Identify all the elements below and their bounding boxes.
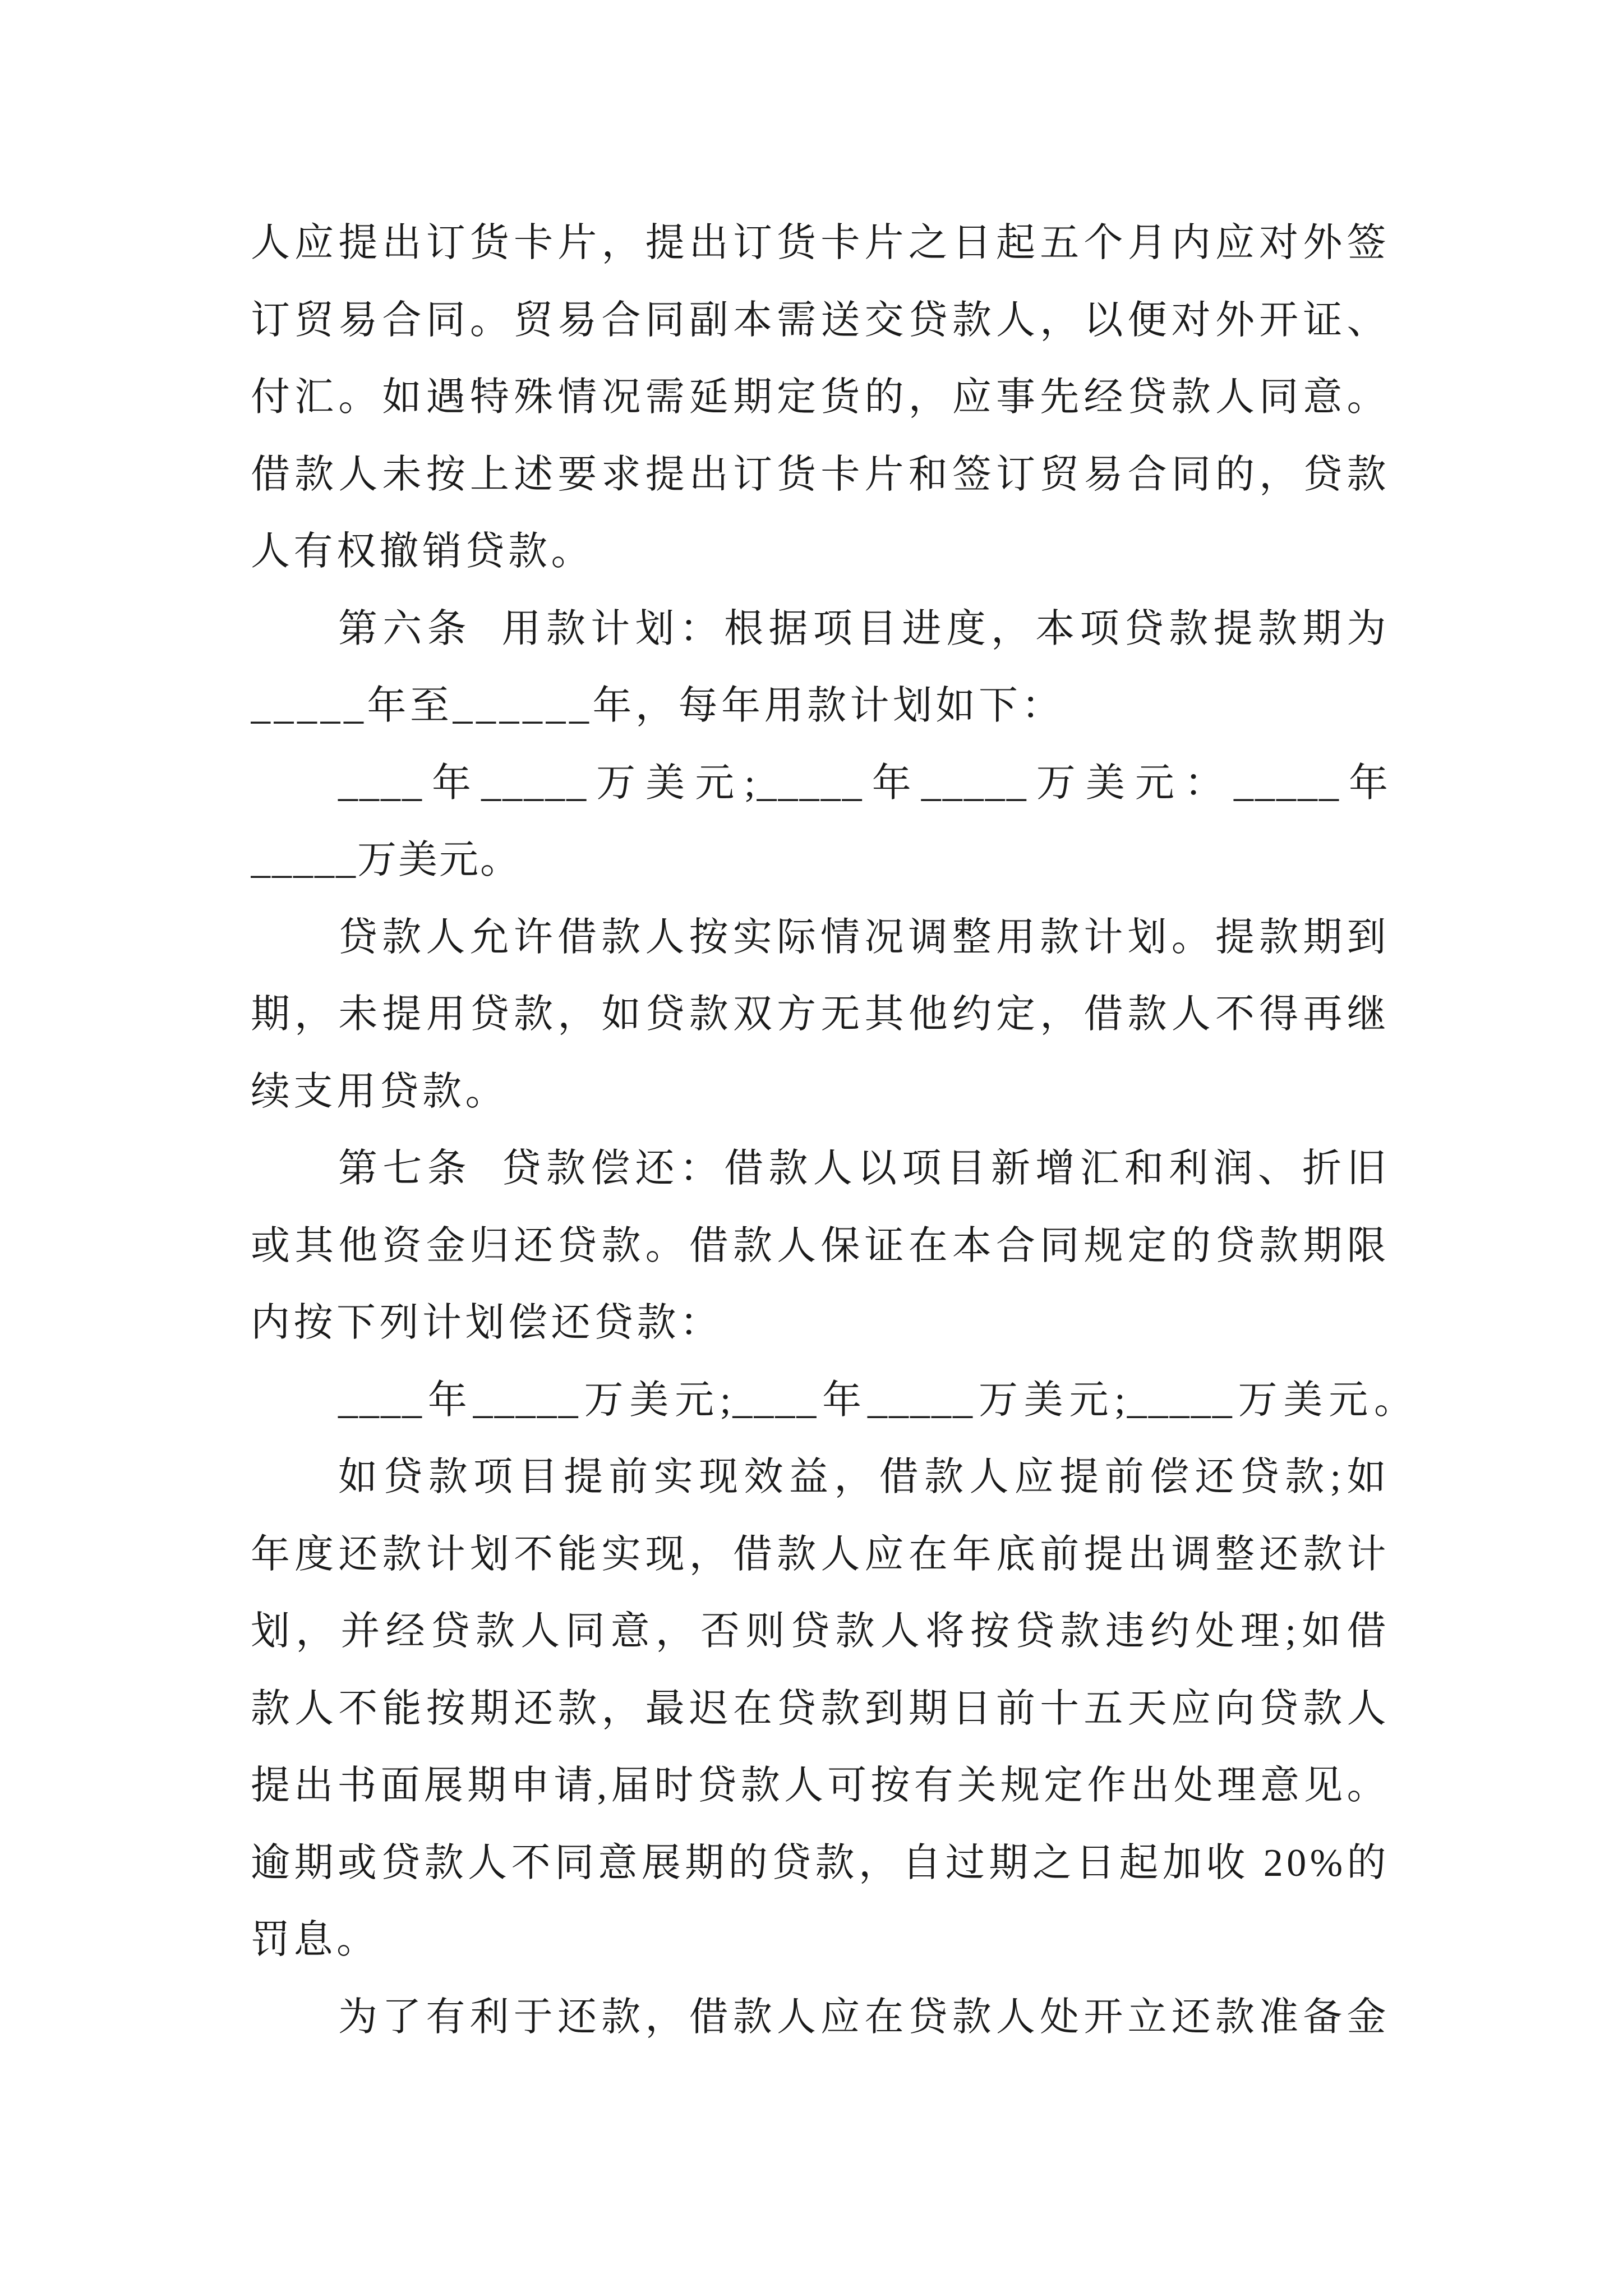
text-line: 为了有利于还款，借款人应在贷款人处开立还款准备金 [338, 1995, 1390, 2039]
paragraph-drawdown-schedule [251, 745, 1390, 899]
text-line: 付汇。如遇特殊情况需延期定货的，应事先经贷款人同意。 [251, 376, 1390, 419]
article-heading-line: 第六条 用款计划：根据项目进度，本项贷款提款期为 [338, 607, 1390, 651]
paragraph-repayment-reserve [251, 1979, 1390, 2056]
text-line: 人应提出订货卡片，提出订货卡片之日起五个月内应对外签 [251, 222, 1390, 265]
text-line: 逾期或贷款人不同意展期的贷款，自过期之日起加收 20%的 [251, 1841, 1390, 1885]
paragraph-article-6 [251, 591, 1390, 745]
text-line: 续支用贷款。 [251, 1070, 508, 1114]
text-line: 年度还款计划不能实现，借款人应在年底前提出调整还款计 [251, 1533, 1390, 1576]
article-heading-line: 第七条 贷款偿还：借款人以项目新增汇和利润、折旧 [338, 1147, 1390, 1190]
text-line: 如贷款项目提前实现效益，借款人应提前偿还贷款;如 [338, 1456, 1390, 1499]
paragraph-article-7 [251, 1130, 1390, 1362]
text-line: _____年至______年，每年用款计划如下： [251, 684, 1064, 728]
text-line: 期，未提用贷款，如贷款双方无其他约定，借款人不得再继 [251, 993, 1390, 1036]
paragraph-repayment-schedule [251, 1362, 1415, 1439]
paragraph-early-repayment [251, 1439, 1390, 1979]
document-body [251, 205, 1415, 2056]
paragraph-order-card-requirement [251, 205, 1390, 591]
text-line: 或其他资金归还贷款。借款人保证在本合同规定的贷款期限 [251, 1224, 1390, 1268]
text-line: 款人不能按期还款，最迟在贷款到期日前十五天应向贷款人 [251, 1687, 1390, 1731]
text-line: 人有权撤销贷款。 [251, 530, 594, 573]
blank-schedule-line: _____万美元。 [251, 839, 521, 882]
text-line: 内按下列计划偿还贷款： [251, 1301, 723, 1345]
text-line: 提出书面展期申请,届时贷款人可按有关规定作出处理意见。 [251, 1764, 1390, 1807]
text-line: 贷款人允许借款人按实际情况调整用款计划。提款期到 [338, 915, 1390, 959]
text-line: 借款人未按上述要求提出订货卡片和签订贸易合同的，贷款 [251, 453, 1390, 496]
text-line: 订贸易合同。贸易合同副本需送交贷款人，以便对外开证、 [251, 298, 1390, 342]
text-line: 划，并经贷款人同意，否则贷款人将按贷款违约处理;如借 [251, 1610, 1390, 1653]
paragraph-schedule-adjustment [251, 899, 1390, 1131]
blank-schedule-line: ____年_____万美元;_____年_____万美元：_____年 [338, 761, 1390, 805]
text-line: 罚息。 [251, 1918, 380, 1962]
blank-schedule-line: ____年_____万美元;____年_____万美元;_____万美元。 [338, 1378, 1415, 1422]
